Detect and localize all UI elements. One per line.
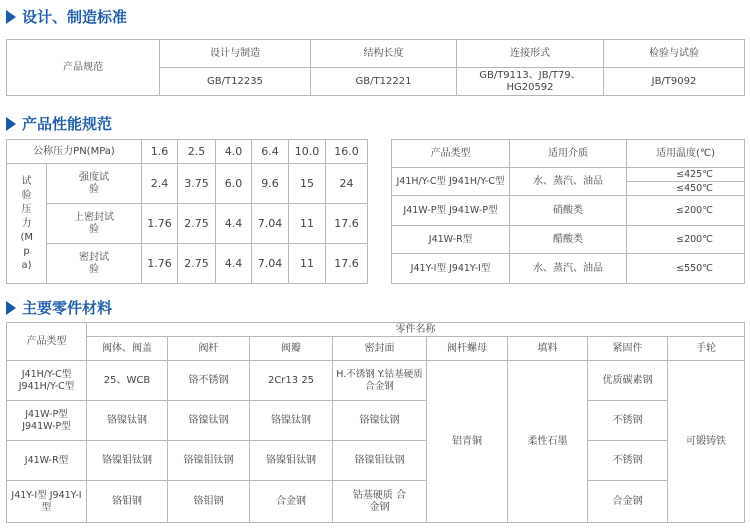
standards-value: GB/T9113、JB/T79、HG20592 — [457, 68, 604, 96]
material-disc: 铬镍钛钢 — [250, 401, 333, 441]
material-product-type: J41W-R型 — [7, 441, 87, 481]
test-value: 7.04 — [252, 204, 289, 244]
pn-value: 6.4 — [252, 140, 289, 164]
standards-table — [6, 39, 745, 96]
test-value: 7.04 — [252, 244, 289, 284]
media-header: 适用介质 — [510, 140, 627, 168]
standards-value: JB/T9092 — [604, 68, 745, 96]
material-stem: 铬钼钢 — [168, 481, 250, 523]
section-arrow-icon — [6, 301, 16, 315]
media-medium: 水、蒸汽、油品 — [510, 168, 627, 196]
test-value: 1.76 — [142, 204, 178, 244]
standards-row-label: 产品规范 — [7, 40, 160, 96]
standards-value: GB/T12235 — [160, 68, 311, 96]
media-product-type: J41W-P型 J941W-P型 — [392, 196, 510, 226]
material-product-type: J41Y-I型 J941Y-I型 — [7, 481, 87, 523]
material-handwheel: 可锻铸铁 — [668, 361, 745, 523]
standards-value: GB/T12221 — [311, 68, 457, 96]
media-header: 适用温度(℃) — [627, 140, 745, 168]
material-stem: 铬镍钛钢 — [168, 401, 250, 441]
material-product-type: J41W-P型 J941W-P型 — [7, 401, 87, 441]
test-row-label: 密封试验 — [47, 244, 142, 284]
section-arrow-icon — [6, 10, 16, 24]
material-body: 25、WCB — [87, 361, 168, 401]
media-medium: 硝酸类 — [510, 196, 627, 226]
material-seal: 铬镍钼钛钢 — [333, 441, 427, 481]
material-seal: 钴基硬质 合金钢 — [333, 481, 427, 523]
part-column-header: 阀体、阀盖 — [87, 337, 168, 361]
media-medium: 醋酸类 — [510, 226, 627, 254]
test-value: 24 — [326, 164, 368, 204]
test-row-label: 上密封试验 — [47, 204, 142, 244]
material-stem: 铬不锈钢 — [168, 361, 250, 401]
material-packing: 柔性石墨 — [508, 361, 588, 523]
material-body: 铬钼钢 — [87, 481, 168, 523]
test-value: 9.6 — [252, 164, 289, 204]
materials-table — [6, 322, 745, 523]
material-product-type: J41H/Y-C型 J941H/Y-C型 — [7, 361, 87, 401]
test-value: 2.4 — [142, 164, 178, 204]
material-stem-nut: 铝青铜 — [427, 361, 508, 523]
section-title-performance: 产品性能规范 — [6, 113, 112, 134]
material-disc: 铬镍钼钛钢 — [250, 441, 333, 481]
media-product-type: J41Y-I型 J941Y-I型 — [392, 254, 510, 284]
test-value: 4.4 — [216, 244, 252, 284]
material-stem: 铬镍钼钛钢 — [168, 441, 250, 481]
media-table — [391, 139, 745, 284]
media-temp: ≤450℃ — [627, 182, 745, 196]
pn-header-label: 公称压力PN(MPa) — [7, 140, 142, 164]
test-value: 17.6 — [326, 204, 368, 244]
material-fastener: 优质碳素钢 — [588, 361, 668, 401]
test-value: 15 — [289, 164, 326, 204]
test-value: 2.75 — [178, 204, 216, 244]
material-fastener: 不锈钢 — [588, 441, 668, 481]
part-column-header: 阀瓣 — [250, 337, 333, 361]
standards-header: 连接形式 — [457, 40, 604, 68]
pn-value: 1.6 — [142, 140, 178, 164]
test-value: 1.76 — [142, 244, 178, 284]
standards-header: 结构长度 — [311, 40, 457, 68]
media-medium: 水、蒸汽、油品 — [510, 254, 627, 284]
pn-value: 2.5 — [178, 140, 216, 164]
media-header: 产品类型 — [392, 140, 510, 168]
media-temp: ≤425℃ — [627, 168, 745, 182]
media-temp: ≤200℃ — [627, 226, 745, 254]
media-product-type: J41H/Y-C型 J941H/Y-C型 — [392, 168, 510, 196]
material-fastener: 合金钢 — [588, 481, 668, 523]
test-value: 11 — [289, 204, 326, 244]
test-value: 11 — [289, 244, 326, 284]
pressure-table — [6, 139, 368, 284]
material-disc: 2Cr13 25 — [250, 361, 333, 401]
pn-value: 4.0 — [216, 140, 252, 164]
test-row-label: 强度试验 — [47, 164, 142, 204]
part-column-header: 手轮 — [668, 337, 745, 361]
standards-header: 检验与试验 — [604, 40, 745, 68]
test-value: 2.75 — [178, 244, 216, 284]
material-disc: 合金钢 — [250, 481, 333, 523]
test-value: 4.4 — [216, 204, 252, 244]
section-title-materials: 主要零件材料 — [6, 297, 112, 318]
test-value: 17.6 — [326, 244, 368, 284]
test-value: 6.0 — [216, 164, 252, 204]
media-temp: ≤550℃ — [627, 254, 745, 284]
material-body: 铬镍钛钢 — [87, 401, 168, 441]
part-column-header: 填料 — [508, 337, 588, 361]
media-product-type: J41W-R型 — [392, 226, 510, 254]
material-fastener: 不锈钢 — [588, 401, 668, 441]
material-body: 铬镍钼钛钢 — [87, 441, 168, 481]
part-column-header: 密封面 — [333, 337, 427, 361]
part-column-header: 紧固件 — [588, 337, 668, 361]
test-value: 3.75 — [178, 164, 216, 204]
part-column-header: 阀杆螺母 — [427, 337, 508, 361]
section-title-design: 设计、制造标准 — [6, 6, 127, 27]
section-arrow-icon — [6, 117, 16, 131]
test-pressure-label: 试验压力(Mpa) — [7, 164, 47, 284]
parts-header: 零件名称 — [87, 323, 745, 337]
material-seal: 铬镍钛钢 — [333, 401, 427, 441]
part-column-header: 阀杆 — [168, 337, 250, 361]
pn-value: 16.0 — [326, 140, 368, 164]
pn-value: 10.0 — [289, 140, 326, 164]
material-seal: H.不锈钢 Y.钴基硬质合金钢 — [333, 361, 427, 401]
media-temp: ≤200℃ — [627, 196, 745, 226]
standards-header: 设计与制造 — [160, 40, 311, 68]
materials-type-header: 产品类型 — [7, 323, 87, 361]
